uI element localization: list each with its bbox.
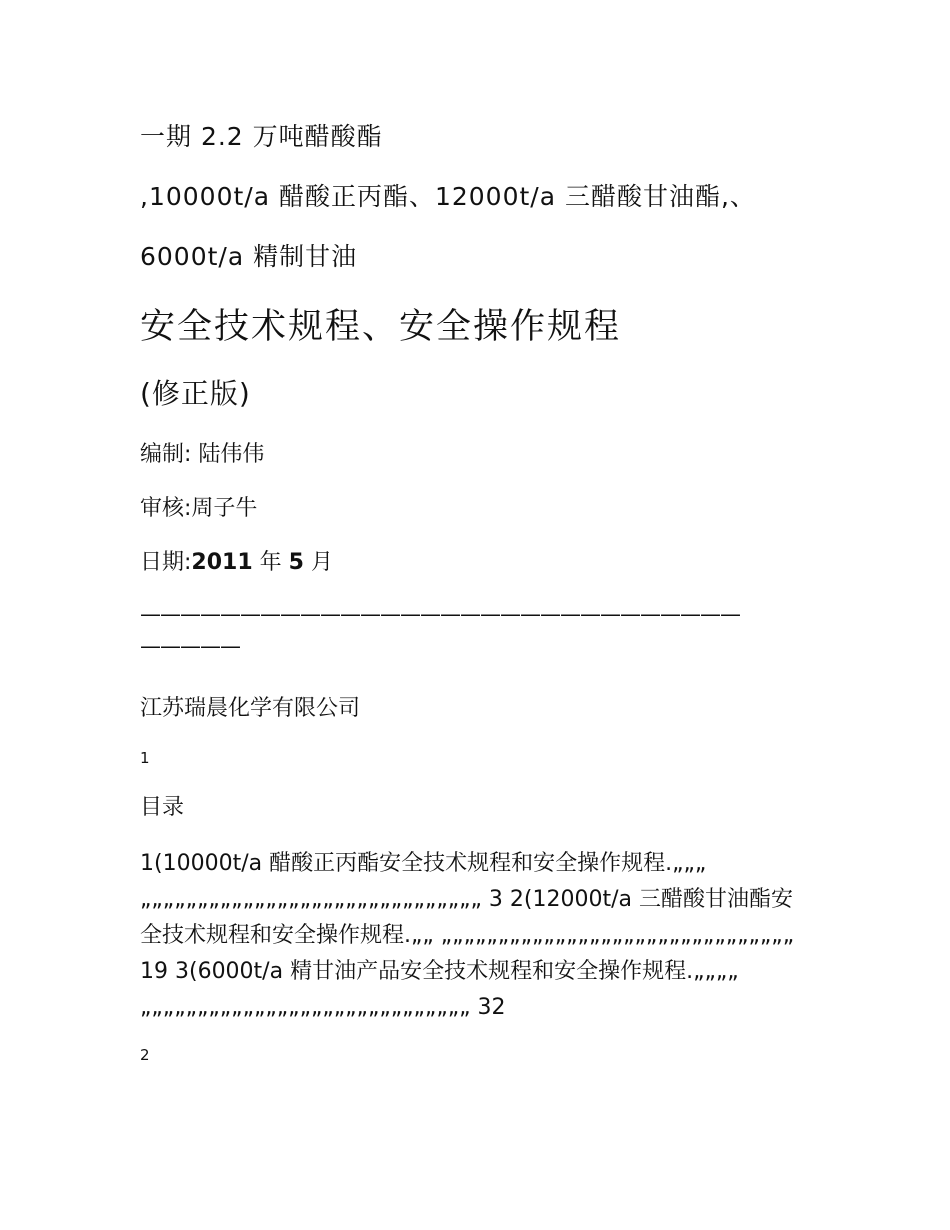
main-title: 安全技术规程、安全操作规程 — [140, 307, 622, 347]
title-line-1: 一期 2.2 万吨醋酸酯 — [140, 122, 383, 151]
date-month: 5 — [288, 550, 304, 575]
toc-title: 目录 — [140, 795, 185, 820]
separator-line-2: ————— — [140, 634, 240, 658]
date-year: 2011 — [191, 550, 253, 575]
date-prefix: 日期: — [140, 550, 192, 575]
company-name: 江苏瑞晨化学有限公司 — [140, 696, 361, 721]
date-month-unit: 月 — [303, 550, 333, 575]
reviewer-label: 审核:周子牛 — [140, 496, 258, 521]
table-of-contents: 1(10000t/a 醋酸正丙酯安全技术规程和安全操作规程.„„„ „„„„„„„„„„„„„„„„„„„„„„„„„„„„„„ 3 2(12000t/a 三醋酸甘油酯安全技术规程和安全操作规程.„„ „„„„„„„„„„„„„„„„„„„„„„„„„„„„„„„ 19 3(6000t/a 精甘油产品安全技术规程和安全操作规程.„„„„ „„„„„„„„„„„„„„„„„„„„„„„„„„„„„ 32 — [140, 851, 795, 1020]
page-number-2: 2 — [140, 1046, 150, 1064]
page-number-1: 1 — [140, 749, 150, 767]
document-page — [140, 0, 805, 1230]
revision-note: (修正版) — [140, 377, 251, 410]
separator-line-1: —————————————————————————————— — [140, 602, 740, 626]
date-line — [140, 552, 333, 574]
title-line-3: 6000t/a 精制甘油 — [140, 242, 358, 271]
title-line-2: ,10000t/a 醋酸正丙酯、12000t/a 三醋酸甘油酯,、 — [140, 182, 756, 211]
date-year-unit: 年 — [252, 550, 289, 575]
editor-label: 编制: 陆伟伟 — [140, 442, 265, 467]
